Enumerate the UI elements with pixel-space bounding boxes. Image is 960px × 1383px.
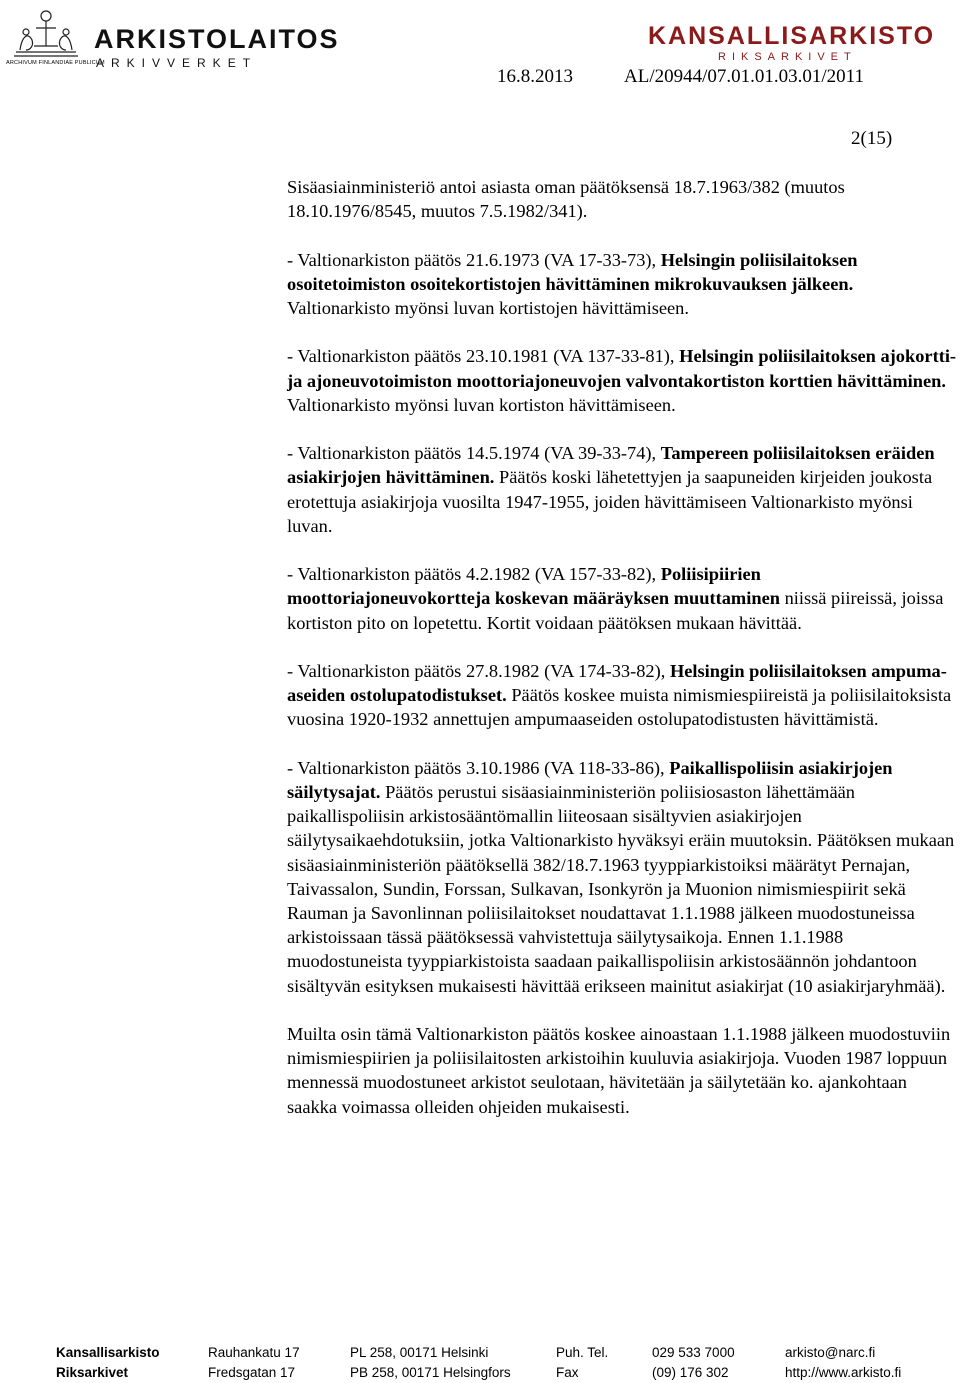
paragraph-3: - Valtionarkiston päätös 23.10.1981 (VA 137-33-81), Helsingin poliisilaitoksen ajokortti- ja ajoneuvotoimiston moottoriajoneuvojen valvontakortiston korttien hävittäminen. Valtionarkisto myönsi luvan kortiston hävittämiseen. bbox=[287, 346, 957, 415]
document-body bbox=[287, 175, 957, 1143]
arkistolaitos-brand: ARKISTOLAITOS bbox=[94, 24, 340, 54]
document-reference: AL/20944/07.01.01.03.01/2011 bbox=[624, 66, 864, 87]
arkivverket-brand: ARKIVVERKET bbox=[96, 56, 258, 70]
footer-street-address-sv: Fredsgatan 17 bbox=[208, 1365, 296, 1380]
archive-seal-icon bbox=[6, 6, 86, 68]
footer-org-name-sv: Riksarkivet bbox=[56, 1365, 129, 1380]
document-date: 16.8.2013 bbox=[497, 66, 573, 87]
footer-postal-address-sv: PB 258, 00171 Helsingfors bbox=[350, 1365, 511, 1380]
footer-postal-address: PL 258, 00171 Helsinki bbox=[350, 1345, 489, 1360]
seal-caption: ARCHIVUM FINLANDIAE PUBLICUM bbox=[6, 60, 105, 66]
footer-row-finnish bbox=[56, 1343, 960, 1363]
paragraph-2: - Valtionarkiston päätös 21.6.1973 (VA 17-33-73), Helsingin poliisilaitoksen osoitetoimiston osoitekortistojen hävittäminen mikrokuvauksen jälkeen. Valtionarkisto myönsi luvan kortistojen hävittämiseen. bbox=[287, 249, 858, 318]
footer-street-address: Rauhankatu 17 bbox=[208, 1345, 300, 1360]
footer bbox=[56, 1343, 960, 1383]
footer-row-swedish bbox=[56, 1363, 960, 1383]
riksarkivet-brand: RIKSARKIVET bbox=[718, 51, 857, 63]
paragraph-4: - Valtionarkiston päätös 14.5.1974 (VA 39-33-74), Tampereen poliisilaitoksen eräiden asiakirjojen hävittäminen. Päätös koski lähetettyjen ja saapuneiden kirjeiden joukosta erotettuja asiakirjoja vuosilta 1947-1955, joiden hävittämiseen Valtionarkisto myönsi luvan. bbox=[287, 443, 935, 536]
kansallisarkisto-brand: KANSALLISARKISTO bbox=[648, 22, 936, 50]
paragraph-7: - Valtionarkiston päätös 3.10.1986 (VA 118-33-86), Paikallispoliisin asiakirjojen säilytysajat. Päätös perustui sisäasiainministeriön poliisiosaston lähettämään paikallispoliisin arkistosääntömallin liiteosaan sisältyvien asiakirjojen säilytysaikaehdotuksiin, jotka Valtionarkisto hyväksyi eräin muutoksin. Päätöksen mukaan sisäasiainministeriön päätöksellä 382/18.7.1963 tyyppiarkistoiksi määrätyt Pernajan, Taivassalon, Sundin, Forssan, Sulkavan, Isonkyrön ja Muonion nimismiespiirit sekä Rauman ja Savonlinnan poliisilaitokset noudattavat 1.1.1988 jälkeen muodostuneissa arkistoissaan tässä päätöksessä vahvistettuja säilytysaikoja. Ennen 1.1.1988 muodostuneista tyyppiarkistoista saadaan paikallispoliisin arkistosäännön johdantoon sisältyvän esityksen mukaisesti hävittää erikseen mainitut asiakirjat (10 asiakirjaryhmää). bbox=[287, 757, 955, 996]
arkistolaitos-logo bbox=[6, 6, 340, 70]
page-number: 2(15) bbox=[851, 128, 893, 149]
footer-phone-label: Puh. Tel. bbox=[556, 1345, 609, 1360]
footer-fax-label: Fax bbox=[556, 1365, 579, 1380]
paragraph-5: - Valtionarkiston päätös 4.2.1982 (VA 157-33-82), Poliisipiirien moottoriajoneuvokortteja koskevan määräyksen muuttaminen niissä piireissä, joissa kortiston pito on lopetettu. Kortit voidaan päätöksen mukaan hävittää. bbox=[287, 564, 944, 633]
footer-fax-number: (09) 176 302 bbox=[652, 1365, 729, 1380]
footer-website-link[interactable]: http://www.arkisto.fi bbox=[785, 1365, 902, 1380]
footer-org-name: Kansallisarkisto bbox=[56, 1345, 160, 1360]
footer-phone-number: 029 533 7000 bbox=[652, 1345, 735, 1360]
paragraph-6: - Valtionarkiston päätös 27.8.1982 (VA 174-33-82), Helsingin poliisilaitoksen ampuma-aseiden ostolupatodistukset. Päätös koskee muista nimismiespiireistä ja poliisilaitoksista vuosina 1920-1932 annettujen ampumaaseiden ostolupatodistusten hävittämistä. bbox=[287, 660, 952, 730]
footer-email[interactable]: arkisto@narc.fi bbox=[785, 1345, 876, 1360]
paragraph-8: Muilta osin tämä Valtionarkiston päätös koskee ainoastaan 1.1.1988 jälkeen muodostuviin nimismiespiirien ja poliisilaitosten arkistoihin kuuluvia asiakirjoja. Vuoden 1987 loppuun mennessä muodostuneet arkistot seulotaan, hävitetään ja säilytetään ko. ajankohtaan saakka voimassa olleiden ohjeiden mukaisesti. bbox=[287, 1024, 951, 1117]
paragraph-1: Sisäasiainministeriö antoi asiasta oman päätöksensä 18.7.1963/382 (muutos 18.10.1976/8545, muutos 7.5.1982/341). bbox=[287, 177, 845, 222]
